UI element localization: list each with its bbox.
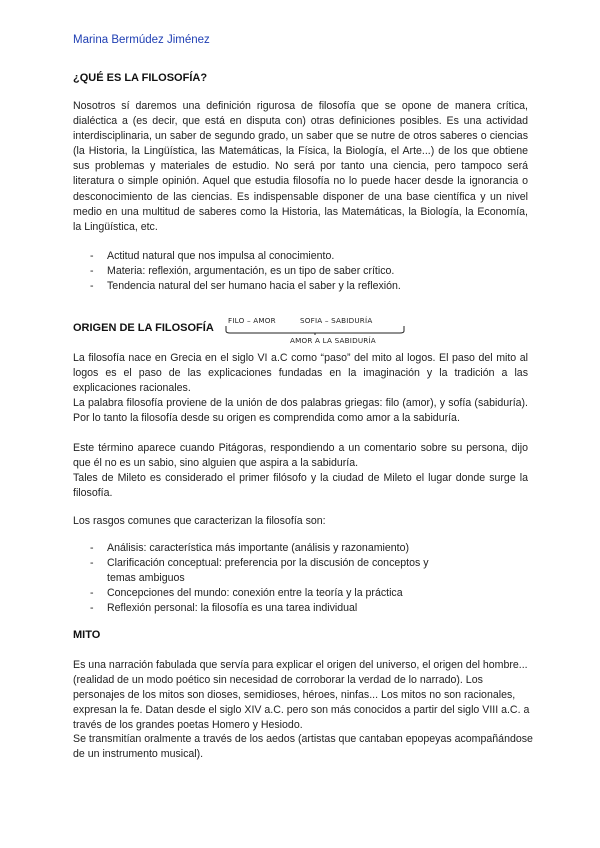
section-paragraph: Se transmitían oralmente a través de los aedos (artistas que cantaban epopeyas acompañándose de un instrumento musical). <box>73 733 533 761</box>
section-title-mito: MITO <box>73 629 101 641</box>
section-paragraph: Este término aparece cuando Pitágoras, respondiendo a un comentario sobre su persona, dijo que él no es un sabio, sino alguien que aspira a la sabiduría. <box>73 442 528 470</box>
list-item: - Concepciones del mundo: conexión entre la teoría y la práctica <box>73 586 528 601</box>
list-item: - Reflexión personal: la filosofía es una tarea individual <box>73 601 528 616</box>
list-item: - Actitud natural que nos impulsa al conocimiento. <box>73 249 528 264</box>
annotation-filo: FILO – AMOR <box>228 316 276 325</box>
section-paragraph: Tales de Mileto es considerado el primer filósofo y la ciudad de Mileto el lugar donde surge la filosofía. <box>73 472 528 500</box>
section-title-origen: ORIGEN DE LA FILOSOFÍA <box>73 322 214 334</box>
bullet-list <box>73 249 528 294</box>
bullet-list <box>73 541 528 616</box>
annotation-sofia: SOFIA – SABIDURÍA <box>300 316 373 325</box>
list-item: - Materia: reflexión, argumentación, es un tipo de saber crítico. <box>73 264 528 279</box>
section-title-que-es: ¿QUÉ ES LA FILOSOFÍA? <box>73 72 208 84</box>
section-paragraph: Es una narración fabulada que servía para explicar el origen del universo, el origen del hombre... (realidad de un modo poético sin necesidad de corroborar la verdad de lo narrado). Los personajes de los mitos son dioses, semidioses, héroes, ninfas... Los mitos no son racionales, expresan la fe. Datan desde el siglo XIV a.C. pero son más conocidos a partir del siglo VIII a.C. a través de los grandes poetas Homero y Hesiodo. <box>73 659 530 732</box>
section-intro: Los rasgos comunes que caracterizan la filosofía son: <box>73 515 326 527</box>
list-item: - Análisis: característica más importante (análisis y razonamiento) <box>73 541 528 556</box>
list-item: - Clarificación conceptual: preferencia por la discusión de conceptos y temas ambiguos <box>73 556 528 586</box>
section-paragraph: La filosofía nace en Grecia en el siglo VI a.C como “paso” del mito al logos. El paso del mito al logos es el paso de las explicaciones fundadas en la imaginación y la tradición a las explicaciones racionales. <box>73 352 528 395</box>
section-paragraph: Nosotros sí daremos una definición rigurosa de filosofía que se opone de manera crítica, dialéctica a (es decir, que está en disputa con) otras definiciones posibles. Es una actividad interdisciplinaria, un saber de segundo grado, un saber que se nutre de otros saberes o ciencias (la Historia, la Lingüística, las Matemáticas, la Física, la Biología, el Arte...) de los que obtiene sus problemas y materiales de estudio. No será por tanto una ciencia, pero tampoco será literatura o simple opinión. Aquel que estudia filosofía no lo puede hacer desde la ignorancia o desconocimiento de las ciencias. Es indispensable disponer de una base científica y un nivel medio en una multitud de saberes como la Historia, las Matemáticas, la Biología, la Economía, la Lingüística, etc. <box>73 100 528 233</box>
author-name: Marina Bermúdez Jiménez <box>73 34 210 46</box>
section-paragraph: La palabra filosofía proviene de la unión de dos palabras griegas: filo (amor), y sofía (sabiduría). Por lo tanto la filosofía desde su origen es comprendida como amor a la sabiduría. <box>73 397 528 425</box>
list-item: - Tendencia natural del ser humano hacia el saber y la reflexión. <box>73 279 528 294</box>
annotation-amor-sabiduria: AMOR A LA SABIDURÍA <box>290 336 376 345</box>
brace-icon <box>224 324 406 336</box>
